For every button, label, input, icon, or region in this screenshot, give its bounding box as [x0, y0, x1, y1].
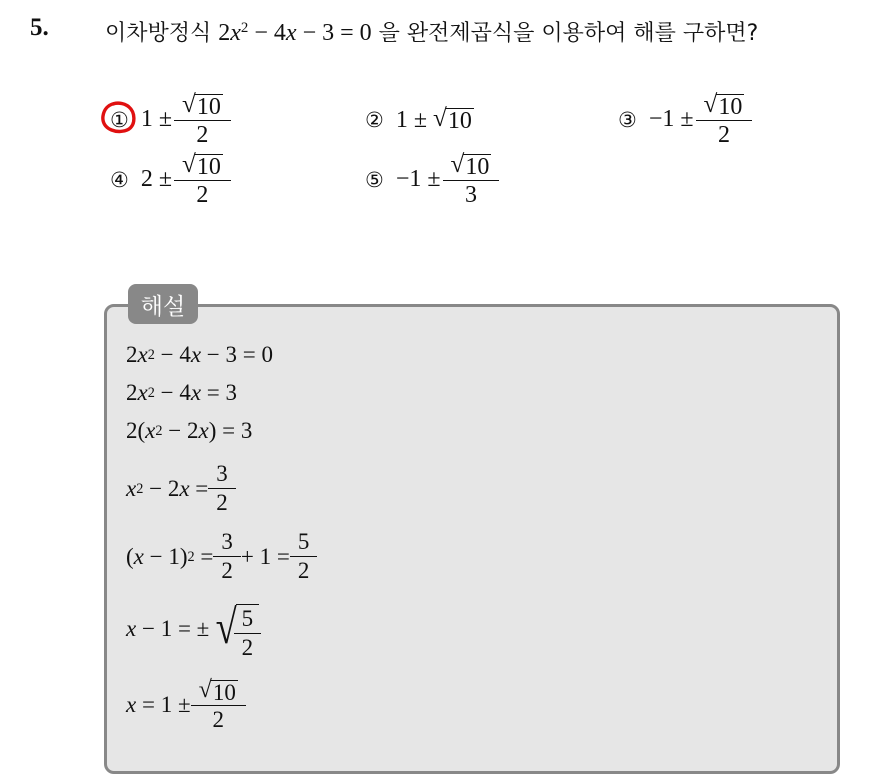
- question-prefix: 이차방정식: [105, 21, 219, 46]
- solution-step-4: x 2 − 2 x = $\frac{3}{2}$: [126, 460, 236, 517]
- solution-step-1: 2 x 2 − 4 x − 3 = 0: [126, 342, 273, 367]
- solution-step-7: x = 1 ± √ 10 2: [126, 676, 246, 734]
- choice-marker: ②: [365, 108, 384, 133]
- question-equation: $2x^2 - 4x - 3 = 0$: [218, 19, 372, 46]
- choice-marker: ③: [618, 107, 637, 132]
- fraction: √ 10 2: [178, 150, 227, 209]
- solution-step-6: x − 1 = ± √ $\frac{5}{2}$: [126, 596, 259, 662]
- choice-5[interactable]: ⑤ −1 ± √ 10 3: [365, 150, 495, 209]
- fraction: √ 10 3: [447, 150, 496, 209]
- fraction: √ 10 2: [178, 90, 227, 149]
- choice-3[interactable]: ③ −1 ± √ 10 2: [618, 90, 748, 149]
- choice-marker: ⑤: [365, 167, 384, 192]
- choice-1[interactable]: ① 1 ± √ 10 2: [110, 90, 227, 149]
- solution-step-2: 2 x 2 − 4 x = 3: [126, 380, 238, 405]
- question-suffix: 을 완전제곱식을 이용하여 해를 구하면?: [378, 21, 759, 46]
- question-text: [105, 16, 758, 47]
- choice-4[interactable]: ④ 2 ± √ 10 2: [110, 150, 227, 209]
- solution-step-3: 2( x 2 − 2 x ) = 3: [126, 418, 253, 443]
- choice-marker: ①: [110, 107, 129, 132]
- choice-marker: ④: [110, 167, 129, 192]
- solution-step-5: ( x − 1) 2 = $\frac{3}{2}$ + 1 = $\frac{5}{2}$: [126, 528, 317, 585]
- question-number: 5.: [30, 14, 49, 41]
- square-root: √ 10: [433, 105, 472, 134]
- choice-2[interactable]: ② 1 ± √ 10: [365, 105, 472, 134]
- solution-label: 해설: [128, 284, 198, 324]
- fraction: √ 10 2: [700, 90, 749, 149]
